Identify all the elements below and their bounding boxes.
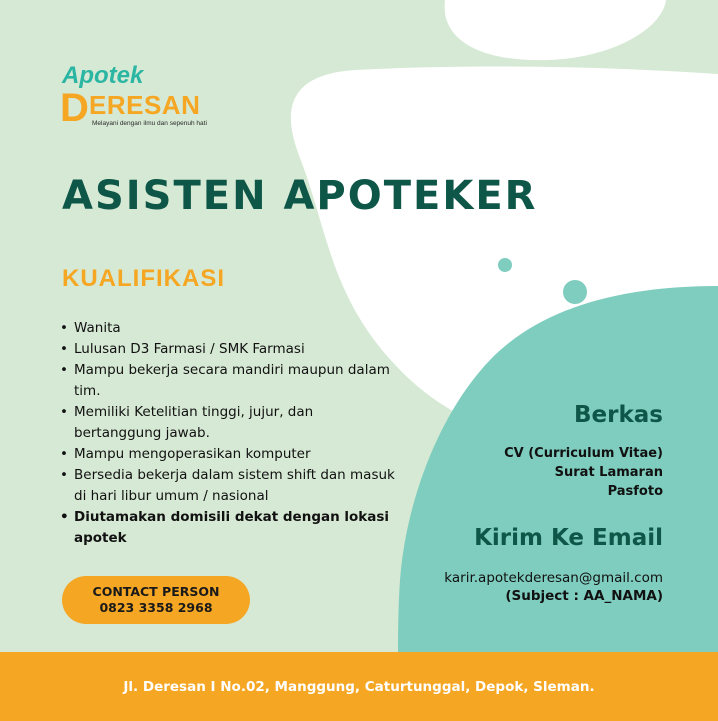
- logo-brand-text: ERESAN: [89, 90, 201, 120]
- kualifikasi-item: • Wanita: [60, 320, 121, 336]
- kualifikasi-item: • Bersedia bekerja dalam sistem shift dan masuk di hari libur umum / nasional: [60, 467, 395, 504]
- berkas-list: [504, 444, 663, 501]
- kualifikasi-item: • Mampu mengoperasikan komputer: [60, 446, 311, 462]
- kualifikasi-item: • Memiliki Ketelitian tinggi, jujur, dan bertanggung jawab.: [60, 404, 314, 441]
- berkas-item: Pasfoto: [607, 484, 663, 499]
- berkas-heading: Berkas: [574, 402, 663, 428]
- medium-dot: [563, 280, 587, 304]
- berkas-item: Surat Lamaran: [554, 465, 663, 480]
- kualifikasi-item: • Lulusan D3 Farmasi / SMK Farmasi: [60, 341, 305, 357]
- contact-person-button[interactable]: [62, 576, 250, 624]
- kualifikasi-heading: KUALIFIKASI: [62, 265, 225, 292]
- logo-tagline: Melayani dengan ilmu dan sepenuh hati: [92, 120, 207, 127]
- kualifikasi-list: [58, 318, 400, 549]
- email-subject: (Subject : AA_NAMA): [505, 588, 663, 604]
- logo-initial-d: D: [60, 86, 89, 130]
- contact-person-label: CONTACT PERSON: [92, 584, 220, 599]
- contact-phone: 0823 3358 2968: [99, 600, 213, 615]
- berkas-item: CV (Curriculum Vitae): [504, 446, 663, 461]
- footer-address: Jl. Deresan I No.02, Manggung, Caturtunggal, Depok, Sleman.: [123, 678, 595, 695]
- small-dot: [498, 258, 512, 272]
- kirim-email-heading: Kirim Ke Email: [474, 525, 663, 551]
- logo-apotek-text: Apotek: [62, 62, 144, 89]
- email-address[interactable]: karir.apotekderesan@gmail.com: [444, 570, 663, 586]
- kualifikasi-item: • Diutamakan domisili dekat dengan lokasi apotek: [60, 509, 390, 546]
- kualifikasi-item: • Mampu bekerja secara mandiri maupun dalam tim.: [60, 362, 390, 399]
- footer-bar: [0, 652, 718, 721]
- job-title: ASISTEN APOTEKER: [62, 173, 538, 219]
